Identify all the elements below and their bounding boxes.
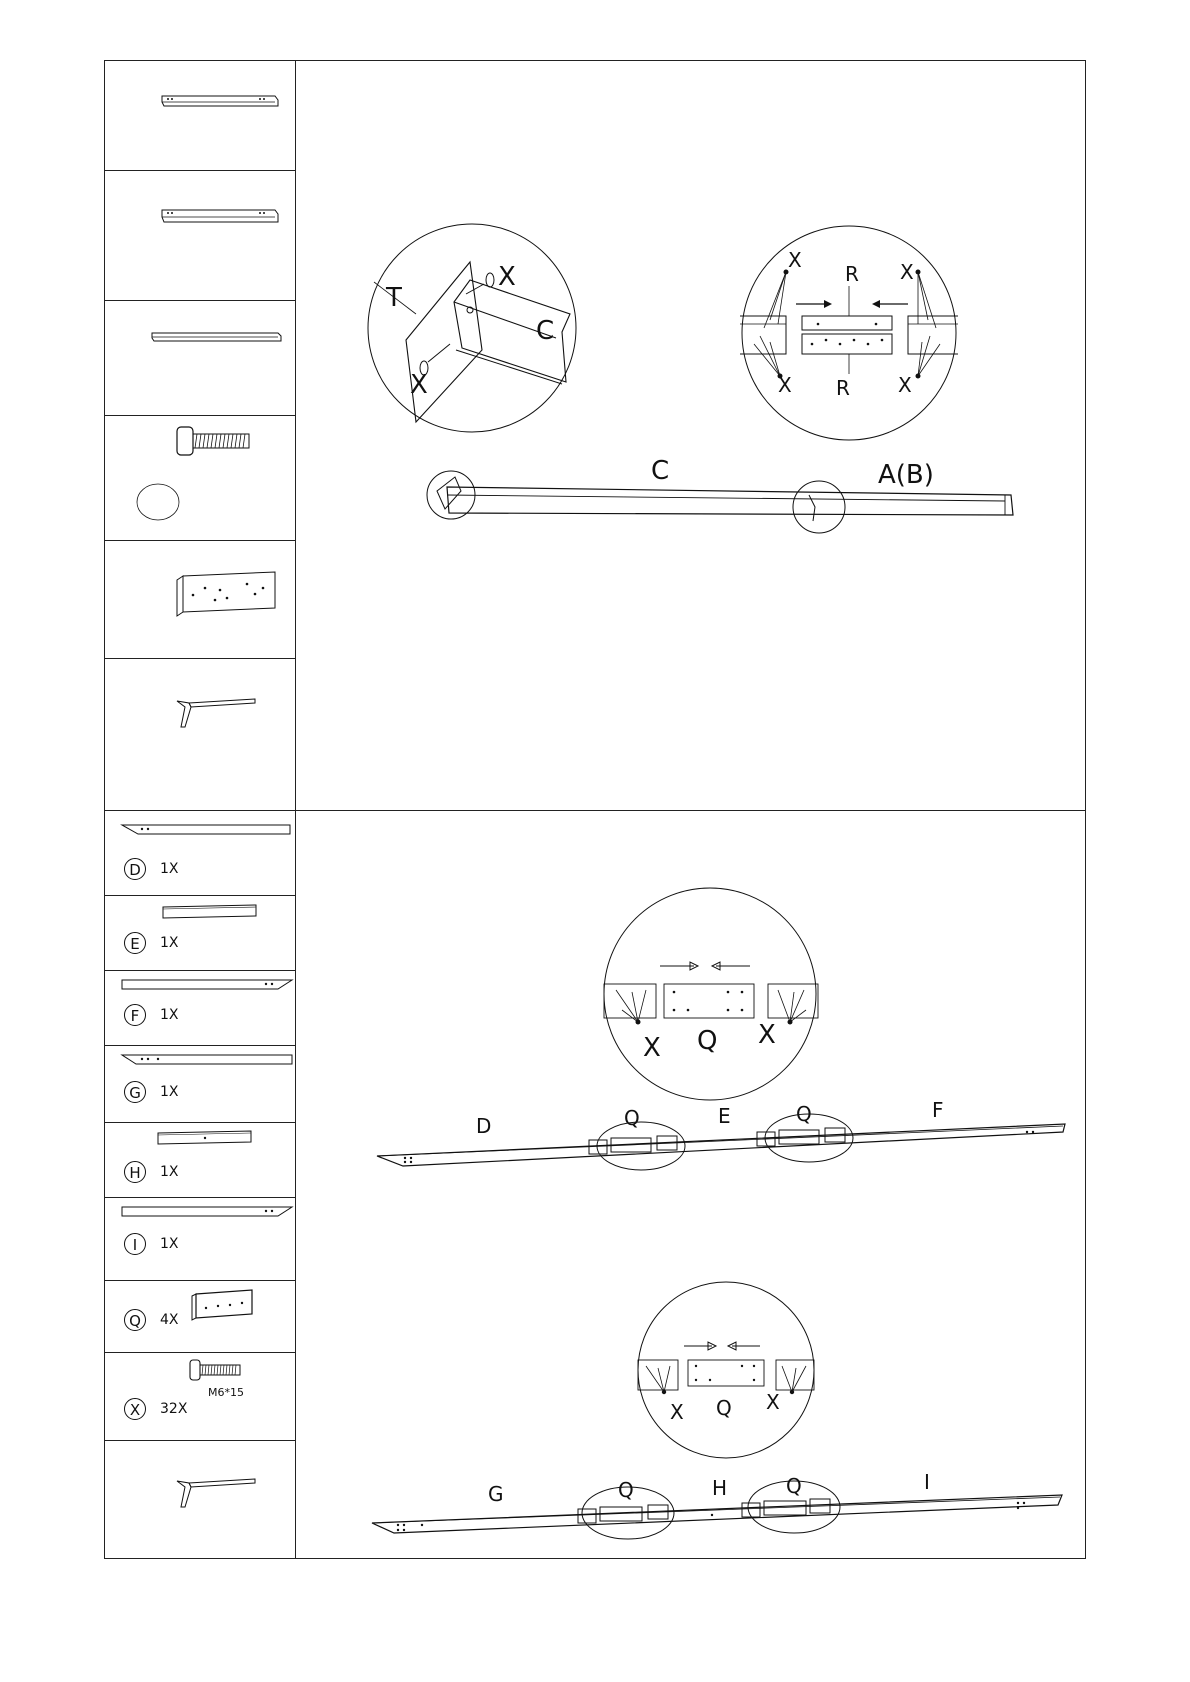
part-q-icon — [190, 1288, 255, 1324]
step3-beam-label-g: G — [488, 1482, 504, 1506]
step1-label-x-tl: X — [788, 248, 802, 272]
part-h-qty: 1X — [160, 1164, 179, 1180]
step1-label-x-top: X — [498, 262, 516, 292]
part-e-qty: 1X — [160, 935, 179, 951]
cell-divider — [104, 300, 296, 301]
cell-divider — [104, 1440, 296, 1441]
part-beam-b-icon — [160, 206, 280, 228]
step2-label-q: Q — [697, 1026, 718, 1056]
step3-detail — [636, 1280, 816, 1460]
part-i-letter: I — [124, 1233, 146, 1255]
part-q-qty: 4X — [160, 1312, 179, 1328]
step3-beam-label-q1: Q — [618, 1478, 634, 1502]
cell-divider — [104, 415, 296, 416]
step2-beam-label-q1: Q — [624, 1106, 640, 1130]
cell-divider — [104, 1197, 296, 1198]
step1-label-c: C — [536, 316, 555, 346]
step1-label-x-tr: X — [900, 260, 914, 284]
part-beam-a-icon — [160, 92, 280, 112]
part-bracket-icon — [175, 570, 280, 620]
part-hex-key-2-icon — [175, 1475, 260, 1511]
part-g-qty: 1X — [160, 1084, 179, 1100]
cell-divider — [104, 1280, 296, 1281]
step3-beam-label-h: H — [712, 1476, 728, 1500]
part-i-qty: 1X — [160, 1236, 179, 1252]
part-beam-c-icon — [150, 330, 285, 346]
step1-label-r-bottom: R — [836, 376, 850, 400]
part-x-size: M6*15 — [208, 1386, 244, 1399]
step2-beam-label-q2: Q — [796, 1102, 812, 1126]
part-bolt-icon — [175, 425, 255, 459]
part-g-icon — [120, 1052, 295, 1068]
step2-beam-label-f: F — [932, 1098, 944, 1122]
step3-label-x-left: X — [670, 1400, 684, 1424]
step2-beam-label-e: E — [718, 1104, 731, 1128]
part-f-icon — [120, 977, 295, 993]
step3-label-q: Q — [716, 1396, 732, 1420]
part-e-icon — [160, 902, 260, 922]
part-x-qty: 32X — [160, 1401, 188, 1417]
part-h-letter: H — [124, 1161, 146, 1183]
step1-label-x-bottom: X — [410, 370, 428, 400]
part-i-icon — [120, 1204, 295, 1220]
part-d-icon — [120, 822, 295, 838]
step2-label-x-left: X — [643, 1033, 661, 1063]
cell-divider — [104, 895, 296, 896]
part-washer-icon — [135, 482, 181, 522]
step2-detail — [602, 886, 818, 1102]
part-d-letter: D — [124, 858, 146, 880]
part-hex-key-icon — [175, 695, 260, 731]
part-h-icon — [155, 1128, 255, 1148]
part-g-letter: G — [124, 1081, 146, 1103]
cell-divider — [104, 170, 296, 171]
step1-beam-label-ab: A(B) — [878, 460, 934, 490]
step3-beam-label-i: I — [924, 1470, 930, 1494]
step2-beam-label-d: D — [476, 1114, 492, 1138]
part-f-letter: F — [124, 1004, 146, 1026]
cell-divider — [104, 1045, 296, 1046]
step3-label-x-right: X — [766, 1390, 780, 1414]
step1-beam-label-c: C — [651, 456, 670, 486]
part-q-letter: Q — [124, 1309, 146, 1331]
cell-divider — [104, 540, 296, 541]
step1-label-t: T — [386, 283, 402, 313]
step1-detail-right — [740, 224, 958, 442]
part-e-letter: E — [124, 932, 146, 954]
part-x-bolt-icon — [188, 1358, 244, 1382]
cell-divider — [104, 1122, 296, 1123]
part-x-letter: X — [124, 1398, 146, 1420]
step1-beam — [425, 465, 1025, 535]
step1-label-x-br: X — [898, 373, 912, 397]
part-d-qty: 1X — [160, 861, 179, 877]
step-divider — [104, 810, 1086, 811]
cell-divider — [104, 658, 296, 659]
cell-divider — [104, 970, 296, 971]
step1-label-r-top: R — [845, 262, 859, 286]
step2-label-x-right: X — [758, 1020, 776, 1050]
part-f-qty: 1X — [160, 1007, 179, 1023]
step1-label-x-bl: X — [778, 373, 792, 397]
cell-divider — [104, 1352, 296, 1353]
step3-beam-label-q2: Q — [786, 1474, 802, 1498]
